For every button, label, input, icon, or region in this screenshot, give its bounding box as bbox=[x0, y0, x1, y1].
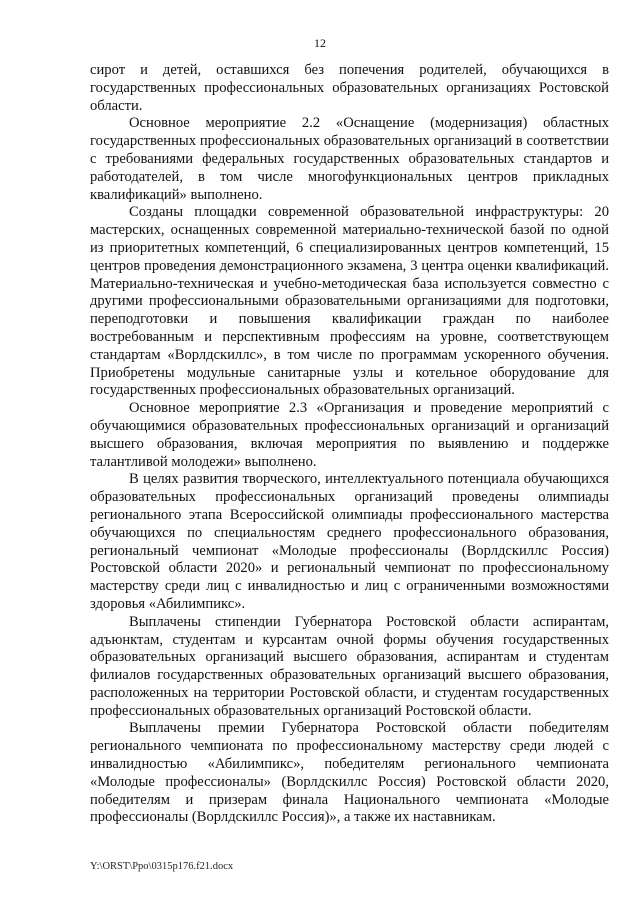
footer-file-path: Y:\ORST\Ppo\0315p176.f21.docx bbox=[90, 861, 234, 872]
paragraph-1: сирот и детей, оставшихся без попечения родителей, обучающихся в государственных профессиональных образовательных организациях Ростовской области. bbox=[90, 62, 609, 114]
paragraph-6: Выплачены стипендии Губернатора Ростовской области аспирантам, адъюнктам, студентам и курсантам очной формы обучения государственных образовательных организаций высшего образования, аспирантам и студентам филиалов государственных образовательных организаций высшего образования, расположенных на территории Ростовской области, и студентам государственных профессиональных образовательных организаций Ростовской области. bbox=[90, 613, 609, 719]
document-body bbox=[90, 62, 609, 827]
paragraph-3: Созданы площадки современной образовательной инфраструктуры: 20 мастерских, оснащенных современной материально-технической базой по одной из приоритетных компетенций, 6 специализированных центров компетенций, 15 центров проведения демонстрационного экзамена, 3 центра оценки квалификаций. Материально-техническая и учебно-методическая база используется совместно с другими профессиональными образовательными организациями для подготовки, переподготовки и повышения квалификации граждан по наиболее востребованным и перспективным профессиям на уровне, соответствующем стандартам «Ворлдскиллс», в том числе по программам ускоренного обучения. Приобретены модульные санитарные узлы и котельное оборудование для государственных профессиональных образовательных организаций. bbox=[90, 204, 609, 399]
paragraph-5: В целях развития творческого, интеллектуального потенциала обучающихся образовательных профессиональных организаций проведены олимпиады регионального этапа Всероссийской олимпиады профессионального мастерства обучающихся по специальностям среднего профессионального образования, региональный чемпионат «Молодые профессионалы (Ворлдскиллс Россия) Ростовской области 2020» и региональный чемпионат по профессиональному мастерству среди лиц с инвалидностью и лиц с ограниченными возможностями здоровья «Абилимпикс». bbox=[90, 471, 609, 612]
paragraph-4: Основное мероприятие 2.3 «Организация и проведение мероприятий с обучающимися образовательных профессиональных организаций и организаций высшего образования, включая мероприятия по выявлению и поддержке талантливой молодежи» выполнено. bbox=[90, 400, 609, 470]
page-number: 12 bbox=[314, 36, 326, 50]
paragraph-7: Выплачены премии Губернатора Ростовской области победителям регионального чемпионата по профессиональному мастерству среди людей с инвалидностью «Абилимпикс», победителям регионального чемпионата «Молодые профессионалы» (Ворлдскиллс Россия) Ростовской области 2020, победителям и призерам финала Национального чемпионата «Молодые профессионалы (Ворлдскиллс Россия)», а также их наставникам. bbox=[90, 720, 609, 826]
paragraph-2: Основное мероприятие 2.2 «Оснащение (модернизация) областных государственных профессиональных образовательных организаций в соответствии с требованиями федеральных государственных образовательных стандартов и работодателей, в том числе многофункциональных центров прикладных квалификаций» выполнено. bbox=[90, 115, 609, 203]
